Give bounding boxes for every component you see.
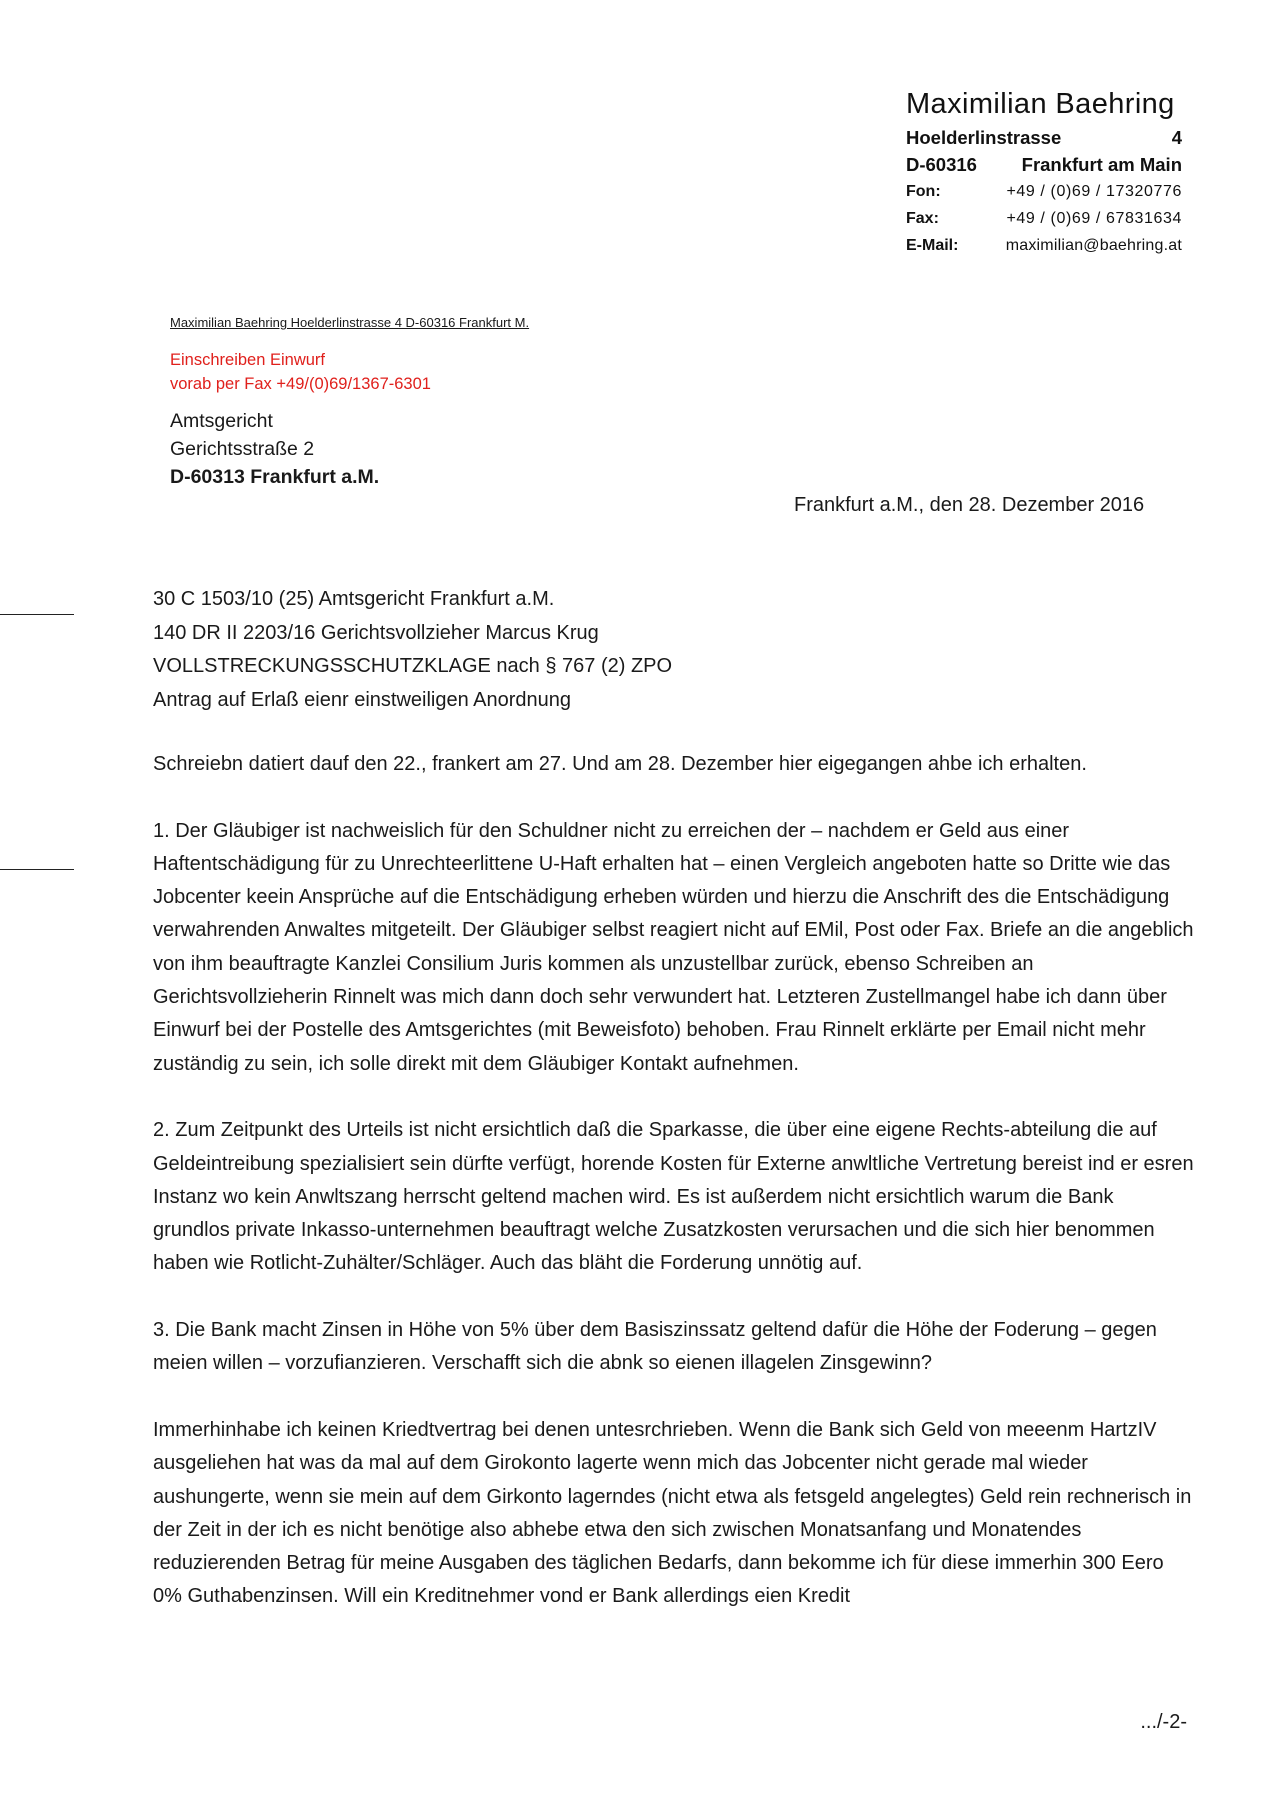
- subject-bailiff-reference: 140 DR II 2203/16 Gerichtsvollzieher Marcus Krug: [153, 621, 599, 644]
- body-paragraph-1: 1. Der Gläubiger ist nachweislich für den Schuldner nicht zu erreichen der – nachdem er Geld aus einer Haftentschädigung für zu Unrechteerlittene U-Haft erhalten hat – einen Vergleich angeboten hatte so Dritte wie das Jobcenter keein Ansprüche auf die Entschädigung erheben würden und hierzu die Anschrift des die Entschädigung verwahrenden Anwaltes mitgeteilt. Der Gläubiger selbst reagiert nicht auf EMil, Post oder Fax. Briefe an die angeblich von ihm beauftragte Kanzlei Consilium Juris kommen als unzustellbar zurück, ebenso Schreiben an Gerichtsvollzieherin Rinnelt was mich dann doch sehr verwundert hat. Letzteren Zustellmangel habe ich dann über Einwurf bei der Postelle des Amtsgerichtes (mit Beweisfoto) behoben. Frau Rinnelt erklärte per Email nicht mehr zuständig zu sein, ich solle direkt mit dem Gläubiger Kontakt aufnehmen.: [153, 819, 1194, 1075]
- fax-advance-notice: vorab per Fax +49/(0)69/1367-6301: [170, 375, 431, 393]
- sender-email-row: [906, 232, 1182, 259]
- letter-body: [153, 748, 1195, 1647]
- subject-motion: Antrag auf Erlaß eienr einstweiligen Anordnung: [153, 688, 572, 711]
- sender-phone-row: [906, 178, 1182, 205]
- fold-mark-middle: [0, 869, 74, 870]
- recipient-city: D-60313 Frankfurt a.M.: [170, 466, 380, 488]
- recipient-name: Amtsgericht: [170, 410, 273, 432]
- sender-house-number: 4: [1171, 127, 1182, 148]
- sender-street-row: [906, 124, 1182, 151]
- subject-case-number: 30 C 1503/10 (25) Amtsgericht Frankfurt a.M.: [153, 588, 555, 610]
- sender-city-row: [906, 151, 1182, 178]
- page-continuation-indicator: .../-2-: [1140, 1711, 1187, 1733]
- phone-number: +49 / (0)69 / 17320776: [1006, 183, 1182, 200]
- fold-mark-top: [0, 614, 74, 615]
- body-paragraph-4: Immerhinhabe ich keinen Kriedtvertrag bei denen untesrchrieben. Wenn die Bank sich Geld von meeenm HartzIV ausgeliehen hat was da mal auf dem Girokonto lagerte wenn mich das Jobcenter nicht gerade mal wieder aushungerte, wenn sie mein auf dem Girkonto lagerndes (nicht etwa als fetsgeld angelegtes) Geld rein rechnerisch in der Zeit in der ich es nicht benötige also abhebe etwa den sich zwischen Monatsanfang und Monatendes reduzierenden Betrag für meine Ausgaben des täglichen Bedarfs, dann bekomme ich für diese immerhin 300 Eero 0% Guthabenzinsen. Will ein Kreditnehmer vond er Bank allerdings eien Kredit: [153, 1418, 1192, 1608]
- delivery-notice: [170, 348, 431, 396]
- sender-street: Hoelderlinstrasse: [906, 127, 1062, 148]
- sender-name: Maximilian Baehring: [906, 88, 1175, 120]
- fax-number: +49 / (0)69 / 67831634: [1006, 210, 1182, 227]
- recipient-street: Gerichtsstraße 2: [170, 438, 315, 460]
- sender-postal-code: D-60316: [906, 154, 977, 175]
- recipient-address: [170, 407, 379, 491]
- delivery-method: Einschreiben Einwurf: [170, 351, 325, 369]
- sender-city: Frankfurt am Main: [1021, 154, 1182, 175]
- body-paragraph-3: 3. Die Bank macht Zinsen in Höhe von 5% über dem Basiszinssatz geltend dafür die Höhe der Foderung – gegen meien willen – vorzufianzieren. Verschafft sich die abnk so eienen illagelen Zinsgewinn?: [153, 1319, 1157, 1375]
- email-address: maximilian@baehring.at: [1005, 237, 1182, 254]
- return-address-line: Maximilian Baehring Hoelderlinstrasse 4 D-60316 Frankfurt M.: [170, 315, 530, 330]
- letter-date: Frankfurt a.M., den 28. Dezember 2016: [794, 494, 1145, 516]
- fax-label: Fax:: [906, 210, 939, 227]
- subject-claim-type: VOLLSTRECKUNGSSCHUTZKLAGE nach § 767 (2) ZPO: [153, 655, 673, 677]
- letterhead: [906, 84, 1182, 259]
- email-label: E-Mail:: [906, 237, 959, 254]
- subject-block: [153, 583, 672, 717]
- phone-label: Fon:: [906, 183, 941, 200]
- body-paragraph-2: 2. Zum Zeitpunkt des Urteils ist nicht ersichtlich daß die Sparkasse, die über eine eigene Rechts-abteilung die auf Geldeintreibung spezialisiert sein dürfte verfügt, horende Kosten für Externe anwltliche Vertretung bereist ind er esren Instanz wo kein Anwltszang herrscht geltend machen wird. Es ist außerdem nicht ersichtlich warum die Bank grundlos private Inkasso-unternehmen beauftragt welche Zusatzkosten verursachen und die sich hier benommen haben wie Rotlicht-Zuhälter/Schläger. Auch das bläht die Forderung unnötig auf.: [153, 1119, 1194, 1275]
- body-paragraph-intro: Schreiebn datiert dauf den 22., frankert am 27. Und am 28. Dezember hier eigegangen ahbe ich erhalten.: [153, 753, 1087, 775]
- sender-fax-row: [906, 205, 1182, 232]
